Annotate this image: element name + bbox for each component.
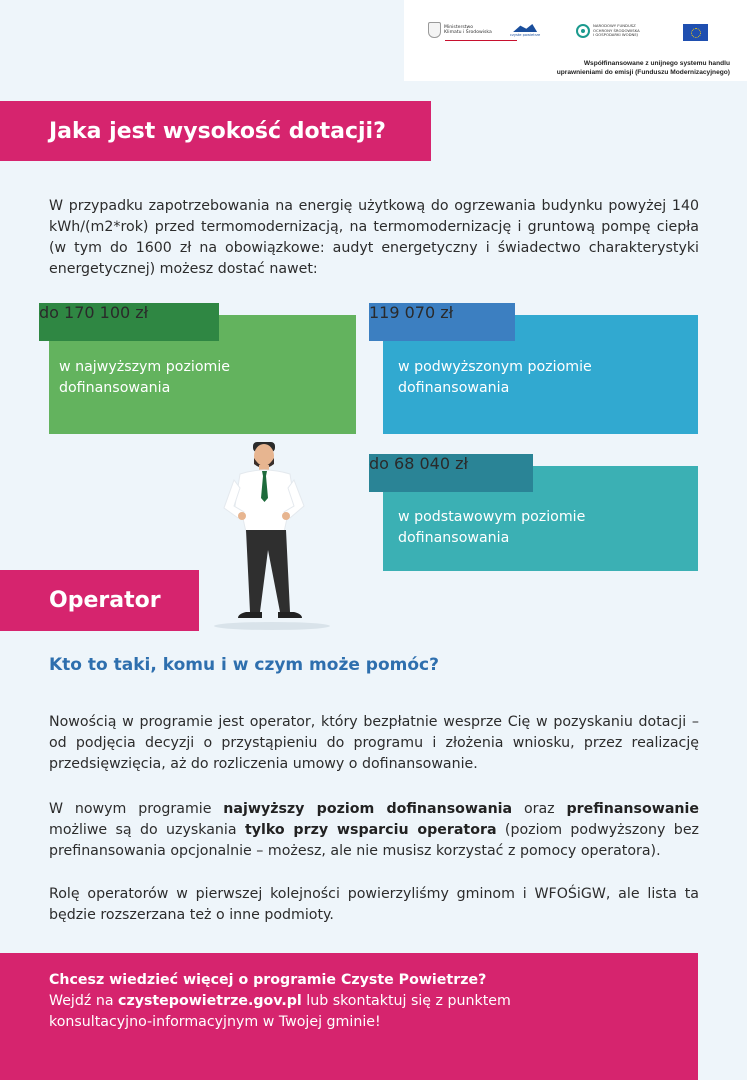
tier-amount-increased: 119 070 zł	[369, 303, 515, 341]
intro-paragraph: W przypadku zapotrzebowania na energię użytkową do ogrzewania budynku powyżej 140 kWh/(m2*rok) przed termomodernizacją, na termomodernizację i gruntową pompę ciepła (w tym do 1600 zł na obowiązkowe: audyt energetyczny i świadectwo charakterystyki energetycznej) możesz dostać nawet:	[49, 198, 699, 277]
cofinancing-line-2: uprawnieniami do emisji (Funduszu Modernizacyjnego)	[556, 69, 730, 76]
operator-paragraph-2: W nowym programie najwyższy poziom dofinansowania oraz prefinansowanie możliwe są do uzyskania tylko przy wsparciu operatora (poziom podwyższony bez prefinansowania opcjonalnie – możesz, ale nie musisz korzystać z pomocy operatora).	[49, 801, 699, 859]
operator-paragraph-3: Rolę operatorów w pierwszej kolejności powierzyliśmy gminom i WFOŚiGW, ale lista ta będzie rozszerzana też o inne podmioty.	[49, 886, 699, 923]
cofinancing-note	[490, 59, 730, 77]
nfosigw-name-2: OCHRONY ŚRODOWISKA	[593, 27, 640, 33]
footer-banner	[0, 953, 698, 1080]
businessman-illustration	[210, 440, 340, 635]
nfosigw-icon	[576, 24, 590, 38]
tier-desc-increased: w podwyższonym poziomie dofinansowania	[398, 359, 592, 396]
emphasis-prefinancing: prefinansowanie	[566, 801, 699, 817]
section-title-grant: Jaka jest wysokość dotacji?	[0, 101, 431, 161]
ministry-name-2: Klimatu i Środowiska	[444, 30, 492, 35]
cofinancing-line-1: Współfinansowane z unijnego systemu handlu	[583, 60, 730, 67]
eu-flag-icon	[683, 24, 708, 41]
czyste-powietrze-text: czyste powietrze	[510, 33, 541, 37]
emphasis-highest-level: najwyższy poziom dofinansowania	[223, 801, 513, 817]
ministry-climate-emblem-icon	[428, 22, 441, 38]
nfosigw-logo	[576, 24, 640, 38]
operator-subtitle: Kto to taki, komu i w czym może pomóc?	[49, 655, 439, 675]
footer-headline: Chcesz wiedzieć więcej o programie Czyste Powietrze?	[49, 972, 487, 988]
logo-bar	[404, 0, 747, 81]
eu-stars	[691, 28, 701, 38]
tier-amount-highest: do 170 100 zł	[39, 303, 219, 341]
footer-line-3: konsultacyjno-informacyjnym w Twojej gminie!	[49, 1014, 381, 1030]
czyste-powietrze-logo	[510, 24, 540, 37]
section-title-operator: Operator	[0, 570, 199, 631]
operator-paragraph-1: Nowością w programie jest operator, który bezpłatnie wesprze Cię w pozyskaniu dotacji – od podjęcia decyzji o przystąpieniu do programu i złożenia wniosku, przez realizację przedsięwzięcia, aż do rozliczenia umowy o dofinansowanie.	[49, 714, 699, 772]
czyste-powietrze-icon	[513, 24, 537, 32]
ministry-name-1: Ministerstwo	[444, 24, 474, 30]
emphasis-operator-only: tylko przy wsparciu operatora	[244, 822, 497, 838]
tier-desc-highest: w najwyższym poziomie dofinansowania	[59, 359, 230, 396]
tier-amount-basic: do 68 040 zł	[369, 454, 533, 492]
website-link[interactable]: czystepowietrze.gov.pl	[118, 993, 302, 1009]
ministry-logo-line	[445, 40, 517, 41]
ministry-logo	[428, 22, 492, 38]
tier-desc-basic: w podstawowym poziomie dofinansowania	[398, 509, 586, 546]
footer-line-2: Wejdź na czystepowietrze.gov.pl lub skontaktuj się z punktem	[49, 993, 511, 1009]
nfosigw-name-1: NARODOWY FUNDUSZ	[593, 23, 636, 29]
nfosigw-name-3: I GOSPODARKI WODNEJ	[593, 32, 638, 38]
